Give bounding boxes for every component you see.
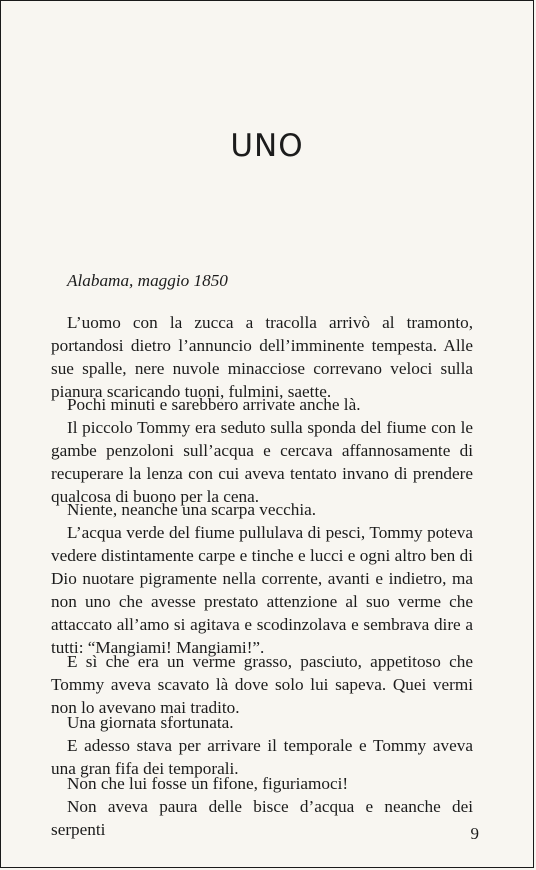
paragraph-9: Non che lui fosse un fifone, figuriamoci!	[67, 774, 349, 793]
paragraph-3: Il piccolo Tommy era seduto sulla sponda del fiume con le gambe penzoloni sull’acqua e cercava affannosamente di recuperare la lenza con cui aveva tentato invano di prendere qualcosa di buono per la cena.	[51, 418, 473, 506]
paragraph-1: L’uomo con la zucca a tracolla arrivò al tramonto, portandosi dietro l’annuncio dell’imminente tempesta. Alle sue spalle, nere nuvole minacciose correvano veloci sulla pianura scaricando tuoni, fulmini, saette.	[51, 313, 473, 401]
paragraph-5: L’acqua verde del fiume pullulava di pesci, Tommy poteva vedere distintamente carpe e tinche e lucci e ogni altro ben di Dio nuotare pigramente nella corrente, avanti e indietro, ma non uno che avesse prestato attenzione al suo verme che attaccato all’amo si agitava e scodinzolava e sembrava dire a tutti: “Mangiami! Mangiami!”.	[51, 523, 473, 657]
paragraph-6: E sì che era un verme grasso, pasciuto, appetitoso che Tommy aveva scavato là dove solo lui sapeva. Quei vermi non lo avevano mai tradito.	[51, 652, 473, 717]
paragraph-10: Non aveva paura delle bisce d’acqua e neanche dei serpenti	[51, 797, 473, 839]
setting-line: Alabama, maggio 1850	[67, 271, 228, 290]
page-number: 9	[470, 824, 479, 843]
paragraph-2: Pochi minuti e sarebbero arrivate anche là.	[67, 395, 361, 414]
chapter-title: UNO	[230, 128, 304, 164]
paragraph-7: Una giornata sfortunata.	[67, 713, 234, 732]
paragraph-8: E adesso stava per arrivare il temporale e Tommy aveva una gran fifa dei temporali.	[51, 736, 473, 778]
paragraph-4: Niente, neanche una scarpa vecchia.	[67, 500, 317, 519]
